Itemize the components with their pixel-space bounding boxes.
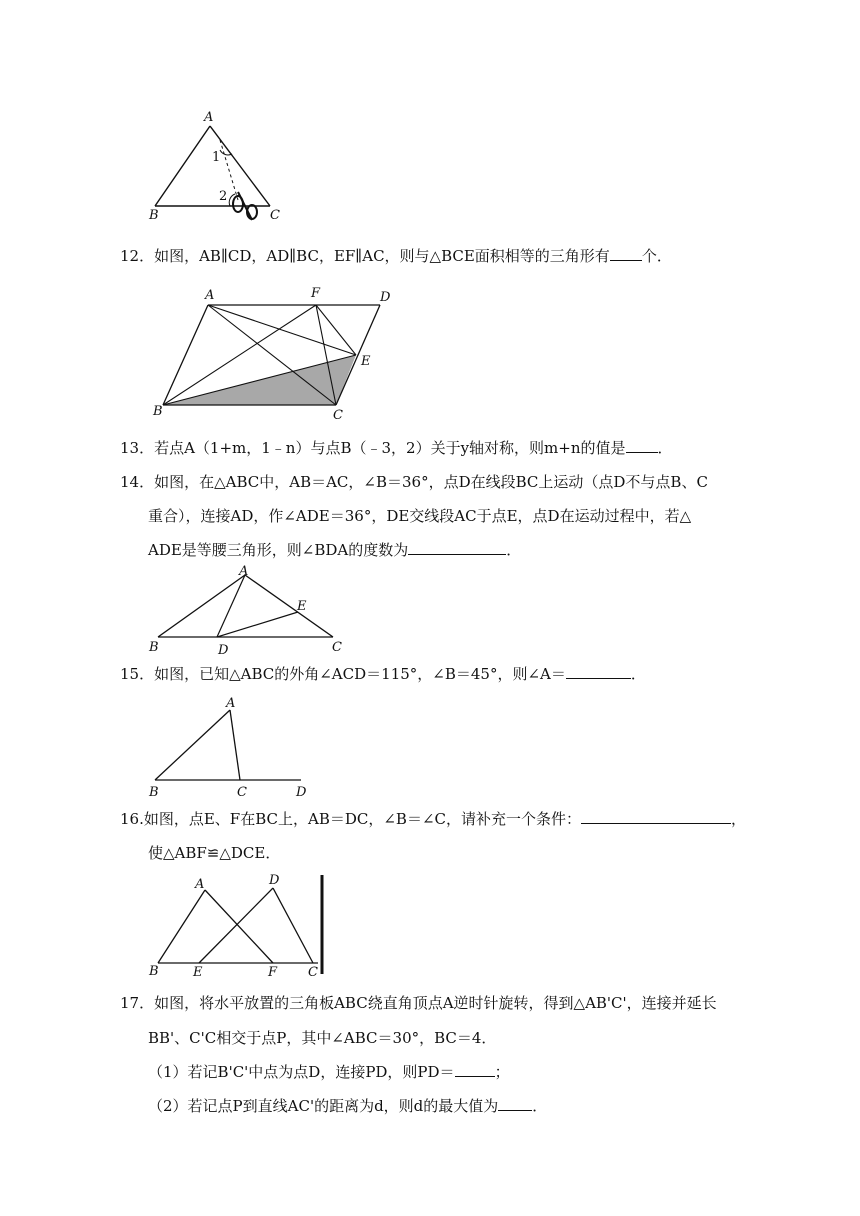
answer-blank[interactable] bbox=[610, 246, 642, 261]
question-12 bbox=[120, 246, 672, 266]
question-15 bbox=[120, 664, 646, 684]
question-number: 13． bbox=[120, 439, 155, 457]
question-tail: ． bbox=[506, 541, 522, 559]
label-F: F bbox=[311, 286, 321, 301]
label-A: A bbox=[204, 110, 214, 125]
answer-blank[interactable] bbox=[498, 1096, 532, 1111]
label-B: B bbox=[149, 964, 159, 979]
figure-14 bbox=[145, 563, 345, 655]
label-C: C bbox=[308, 965, 318, 980]
label-A: A bbox=[226, 696, 236, 711]
answer-blank[interactable] bbox=[408, 540, 506, 555]
label-D: D bbox=[218, 643, 229, 655]
label-C: C bbox=[332, 640, 342, 655]
label-D: D bbox=[380, 290, 391, 305]
question-number: 16. bbox=[120, 810, 144, 828]
label-B: B bbox=[153, 404, 163, 419]
question-13 bbox=[120, 438, 673, 458]
question-16-line-1 bbox=[120, 809, 746, 829]
question-text: ADE是等腰三角形，则∠BDA的度数为 bbox=[148, 541, 409, 559]
question-number: 12． bbox=[120, 247, 155, 265]
answer-blank[interactable] bbox=[566, 664, 631, 679]
question-text: 如图，已知△ABC的外角∠ACD＝115°，∠B＝45°，则∠A＝ bbox=[154, 665, 566, 683]
answer-blank[interactable] bbox=[581, 809, 731, 824]
question-17-line-2: BB'、C'C相交于点P，其中∠ABC＝30°，BC＝4． bbox=[148, 1029, 497, 1047]
label-E: E bbox=[361, 354, 371, 369]
figure-16 bbox=[143, 870, 333, 980]
question-text: 如图，AB∥CD，AD∥BC，EF∥AC，则与△BCE面积相等的三角形有 bbox=[154, 247, 610, 265]
question-tail: ； bbox=[494, 1063, 510, 1081]
label-C: C bbox=[237, 785, 247, 800]
question-number: 17． bbox=[120, 994, 155, 1012]
question-14-line-1 bbox=[120, 472, 708, 492]
label-A: A bbox=[205, 288, 215, 303]
question-tail: ， bbox=[731, 810, 747, 828]
label-B: B bbox=[149, 785, 159, 800]
question-text: 若点A（1+m，1﹣n）与点B（﹣3，2）关于y轴对称，则m+n的值是 bbox=[154, 439, 626, 457]
question-tail: ． bbox=[630, 665, 646, 683]
label-D: D bbox=[296, 785, 307, 800]
label-angle-1: 1 bbox=[212, 150, 221, 165]
question-17-sub-1 bbox=[148, 1062, 510, 1082]
figure-11 bbox=[140, 108, 290, 228]
label-A: A bbox=[239, 564, 249, 579]
question-tail: ． bbox=[657, 439, 673, 457]
label-B: B bbox=[149, 208, 159, 223]
question-number: 14． bbox=[120, 473, 155, 491]
question-text: 如图，将水平放置的三角板ABC绕直角顶点A逆时针旋转，得到△AB'C'，连接并延长 bbox=[154, 994, 717, 1012]
label-angle-2: 2 bbox=[219, 189, 228, 204]
label-F: F bbox=[268, 965, 278, 980]
label-E: E bbox=[297, 599, 307, 614]
question-14-line-2: 重合），连接AD，作∠ADE＝36°，DE交线段AC于点E，点D在运动过程中，若△ bbox=[148, 507, 692, 525]
label-D: D bbox=[269, 873, 280, 888]
figure-12 bbox=[148, 283, 398, 423]
label-A: A bbox=[195, 877, 205, 892]
question-16-line-2: 使△ABF≌△DCE． bbox=[148, 844, 281, 862]
question-17-sub-2 bbox=[148, 1096, 547, 1116]
answer-blank[interactable] bbox=[626, 438, 658, 453]
question-text: 如图，点E、F在BC上，AB＝DC，∠B＝∠C，请补充一个条件： bbox=[143, 810, 581, 828]
label-C: C bbox=[270, 208, 280, 223]
question-tail: 个． bbox=[641, 247, 672, 265]
question-text: （2）若记点P到直线AC'的距离为d，则d的最大值为 bbox=[148, 1097, 499, 1115]
question-number: 15． bbox=[120, 665, 155, 683]
label-C: C bbox=[333, 408, 343, 423]
question-text: （1）若记B'C'中点为点D，连接PD，则PD＝ bbox=[148, 1063, 455, 1081]
question-14-line-3 bbox=[148, 540, 521, 560]
label-E: E bbox=[193, 965, 203, 980]
figure-15 bbox=[143, 692, 313, 802]
question-text: 如图，在△ABC中，AB＝AC，∠B＝36°，点D在线段BC上运动（点D不与点B、C bbox=[154, 473, 708, 491]
label-B: B bbox=[149, 640, 159, 655]
question-tail: ． bbox=[532, 1097, 548, 1115]
question-17-line-1 bbox=[120, 993, 717, 1013]
answer-blank[interactable] bbox=[455, 1062, 495, 1077]
